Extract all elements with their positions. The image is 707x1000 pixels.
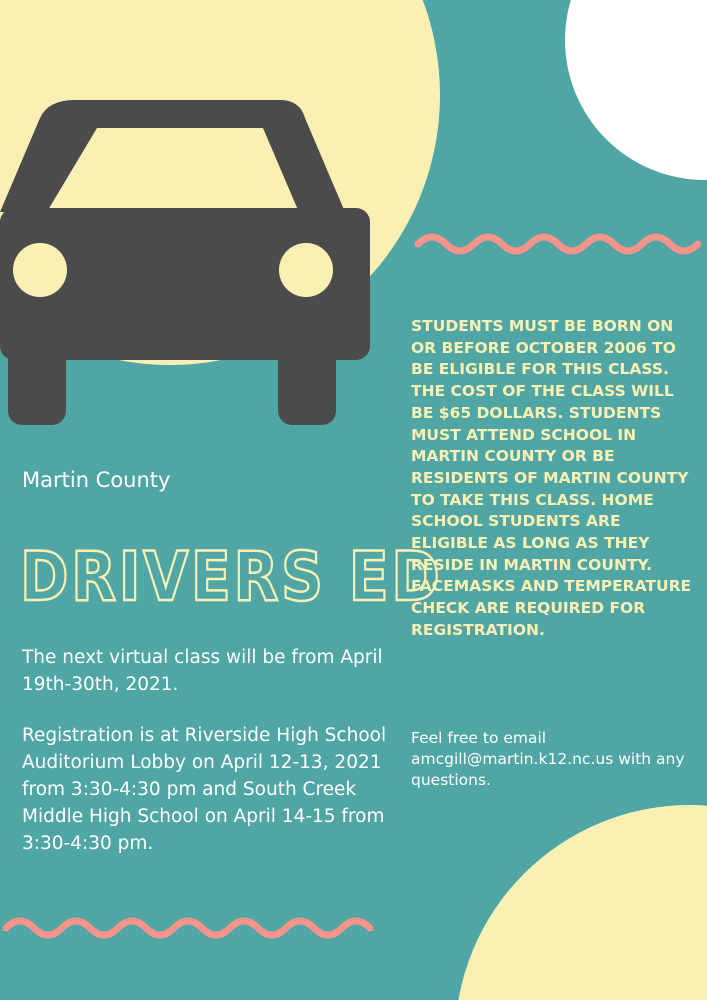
cream-circle-bottom-right (455, 805, 707, 1000)
county-name: Martin County (22, 468, 171, 492)
car-headlight-left (13, 243, 67, 297)
page-title: DRIVERS ED (20, 538, 443, 617)
car-headlight-right (279, 243, 333, 297)
wavy-line-bottom (6, 921, 370, 935)
contact-info: Feel free to email amcgill@martin.k12.nc.us with any questions. (411, 729, 685, 789)
registration-info: Registration is at Riverside High School Auditorium Lobby on April 12-13, 2021 from 3:30-4:30 pm and South Creek Middle High School on April 14-15 from 3:30-4:30 pm. (22, 725, 387, 854)
eligibility-requirements: STUDENTS MUST BE BORN ON OR BEFORE OCTOBER 2006 TO BE ELIGIBLE FOR THIS CLASS. THE COST OF THE CLASS WILL BE $65 DOLLARS. STUDENTS MUST ATTEND SCHOOL IN MARTIN COUNTY OR BE RESIDENTS OF MARTIN COUNTY TO TAKE THIS CLASS. HOME SCHOOL STUDENTS ARE ELIGIBLE AS LONG AS THEY RESIDE IN MARTIN COUNTY. FACEMASKS AND TEMPERATURE CHECK ARE REQUIRED FOR REGISTRATION. (411, 317, 692, 639)
car-icon (0, 100, 370, 425)
wavy-line-top (418, 237, 698, 251)
next-class-info: The next virtual class will be from April 19th-30th, 2021. (22, 647, 383, 695)
white-circle-top-right (565, 0, 707, 180)
